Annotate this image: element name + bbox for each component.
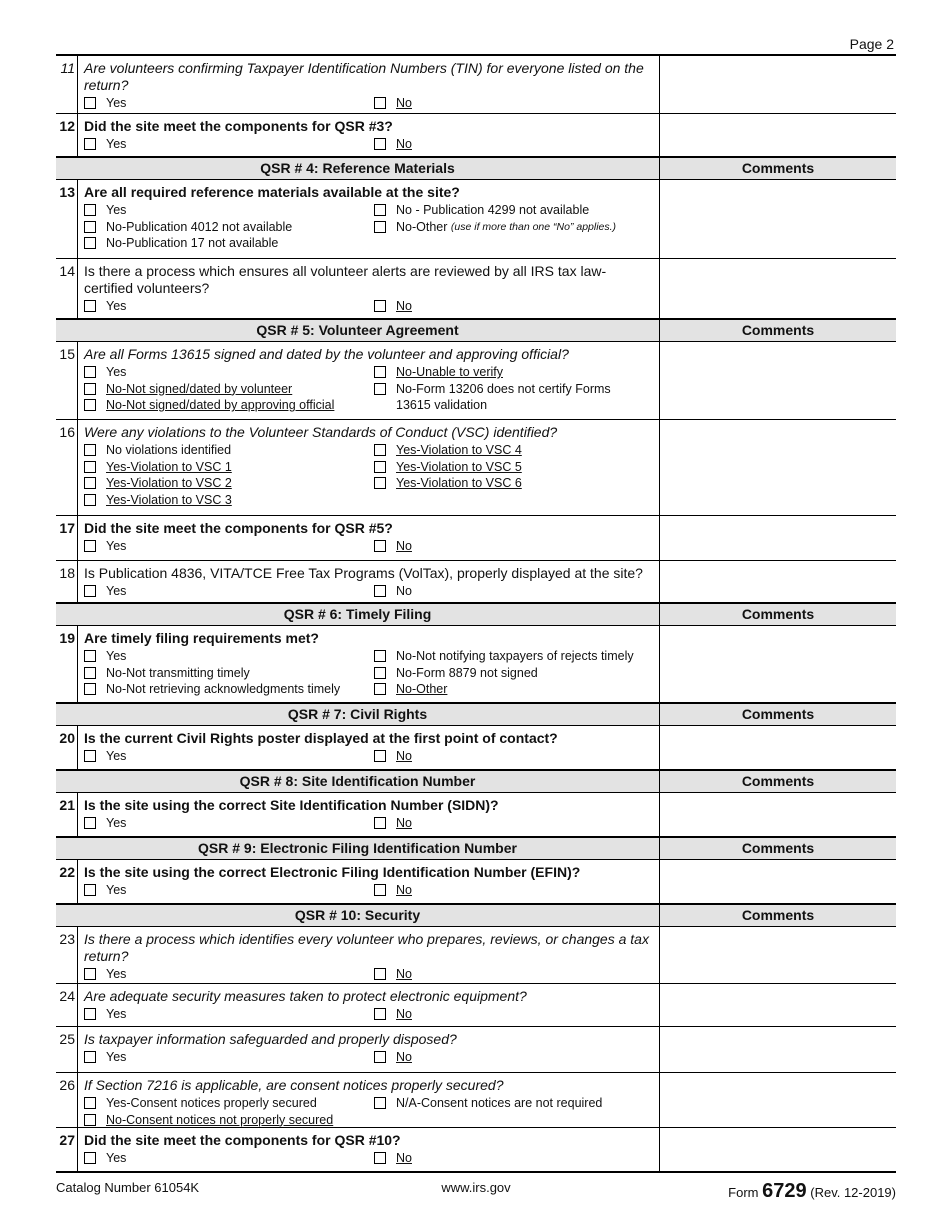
comments-cell[interactable]	[660, 1027, 896, 1072]
no-checkbox[interactable]	[374, 300, 386, 312]
option-label: Yes-Violation to VSC 2	[106, 476, 232, 491]
section-title: QSR # 9: Electronic Filing Identification Number	[56, 838, 660, 859]
option-note: (use if more than one “No” applies.)	[450, 220, 617, 233]
form-table	[56, 54, 896, 1173]
option-label: Yes	[106, 1151, 127, 1165]
question-number: 16	[56, 420, 78, 515]
comments-cell[interactable]	[660, 180, 896, 258]
option-label: No	[396, 1151, 412, 1165]
question-row-16	[56, 420, 896, 516]
question-row-19	[56, 626, 896, 704]
question-row-24	[56, 984, 896, 1027]
question-text: Is Publication 4836, VITA/TCE Free Tax Programs (VolTax), properly displayed at the site?	[84, 565, 643, 581]
option-label: Yes	[106, 1050, 127, 1064]
yes-checkbox[interactable]	[84, 585, 96, 597]
question-text: Are all Forms 13615 signed and dated by the volunteer and approving official?	[84, 346, 569, 362]
option-label: No-Not retrieving acknowledgments timely	[106, 682, 341, 697]
comments-cell[interactable]	[660, 1128, 896, 1171]
option-label: Yes	[106, 203, 127, 217]
section-header-qsr4	[56, 158, 896, 180]
question-number: 12	[56, 114, 78, 156]
comments-cell[interactable]	[660, 259, 896, 318]
option-label: No	[396, 539, 412, 553]
checkbox[interactable]	[84, 650, 96, 662]
checkbox[interactable]	[84, 1114, 96, 1126]
question-number: 13	[56, 180, 78, 258]
question-text: Is the site using the correct Electronic Filing Identification Number (EFIN)?	[84, 864, 581, 880]
comments-cell[interactable]	[660, 793, 896, 836]
option-label: Yes	[106, 96, 127, 110]
catalog-number: Catalog Number 61054K	[56, 1180, 200, 1195]
checkbox[interactable]	[84, 383, 96, 395]
comments-cell[interactable]	[660, 1073, 896, 1127]
checkbox[interactable]	[374, 477, 386, 489]
yes-checkbox[interactable]	[84, 817, 96, 829]
option-label: No-Not transmitting timely	[106, 665, 250, 680]
comments-header: Comments	[741, 706, 815, 722]
option-label: Yes	[106, 1007, 127, 1021]
question-text: Did the site meet the components for QSR #3?	[84, 118, 393, 134]
question-number: 22	[56, 860, 78, 903]
section-title: QSR # 6: Timely Filing	[56, 604, 660, 625]
option-label: No-Not notifying taxpayers of rejects timely	[396, 649, 634, 663]
question-number: 11	[56, 56, 78, 113]
section-title: QSR # 7: Civil Rights	[56, 704, 660, 725]
option-label: Yes-Consent notices properly secured	[106, 1096, 317, 1110]
no-checkbox[interactable]	[374, 97, 386, 109]
section-header-qsr8	[56, 771, 896, 793]
checkbox[interactable]	[374, 383, 386, 395]
question-number: 19	[56, 626, 78, 702]
section-header-qsr9	[56, 838, 896, 860]
question-text: Are all required reference materials available at the site?	[84, 184, 460, 200]
question-row-15	[56, 342, 896, 420]
question-number: 20	[56, 726, 78, 769]
yes-checkbox[interactable]	[84, 138, 96, 150]
comments-cell[interactable]	[660, 927, 896, 983]
question-text: Did the site meet the components for QSR #5?	[84, 520, 393, 536]
checkbox[interactable]	[84, 461, 96, 473]
question-text: Is the current Civil Rights poster displayed at the first point of contact?	[84, 730, 558, 746]
question-number: 24	[56, 984, 78, 1026]
checkbox[interactable]	[84, 237, 96, 249]
comments-cell[interactable]	[660, 342, 896, 419]
question-number: 27	[56, 1128, 78, 1171]
question-row-17	[56, 516, 896, 561]
comments-header: Comments	[741, 606, 815, 622]
no-checkbox[interactable]	[374, 884, 386, 896]
option-label: Yes	[106, 137, 127, 151]
form-number: 6729	[762, 1180, 807, 1202]
checkbox[interactable]	[84, 444, 96, 456]
question-number: 15	[56, 342, 78, 419]
question-number: 21	[56, 793, 78, 836]
checkbox[interactable]	[374, 204, 386, 216]
option-label: Yes	[106, 967, 127, 981]
checkbox[interactable]	[374, 221, 386, 233]
option-label: Yes-Violation to VSC 3	[106, 492, 232, 507]
comments-header: Comments	[741, 840, 815, 856]
section-header-qsr10	[56, 905, 896, 927]
option-label: No-Other	[396, 219, 448, 234]
question-row-21	[56, 793, 896, 838]
yes-checkbox[interactable]	[84, 1008, 96, 1020]
option-label: Yes	[106, 365, 127, 379]
checkbox[interactable]	[84, 667, 96, 679]
option-label: Yes	[106, 539, 127, 553]
question-row-25	[56, 1027, 896, 1073]
question-text: Are timely filing requirements met?	[84, 630, 319, 646]
yes-checkbox[interactable]	[84, 884, 96, 896]
option-label: Yes	[106, 649, 127, 663]
yes-checkbox[interactable]	[84, 750, 96, 762]
option-label: No	[396, 816, 412, 830]
option-label: No-Publication 4012 not available	[106, 219, 293, 234]
question-number: 25	[56, 1027, 78, 1072]
question-number: 26	[56, 1073, 78, 1127]
option-label: Yes-Violation to VSC 5	[396, 459, 522, 474]
section-header-qsr6	[56, 604, 896, 626]
question-number: 23	[56, 927, 78, 983]
option-label: Yes	[106, 816, 127, 830]
question-text: Are volunteers confirming Taxpayer Identification Numbers (TIN) for everyone listed on the return?	[84, 60, 644, 93]
yes-checkbox[interactable]	[84, 968, 96, 980]
comments-cell[interactable]	[660, 561, 896, 602]
checkbox[interactable]	[374, 683, 386, 695]
question-row-20	[56, 726, 896, 771]
option-label: No	[396, 1007, 412, 1021]
form-id	[728, 1180, 896, 1203]
question-text: Are adequate security measures taken to protect electronic equipment?	[84, 988, 527, 1004]
question-row-27	[56, 1128, 896, 1171]
question-row-18	[56, 561, 896, 604]
option-label: No violations identified	[106, 443, 232, 457]
section-header-qsr5	[56, 320, 896, 342]
option-label: No-Other	[396, 682, 448, 697]
question-row-13	[56, 180, 896, 259]
checkbox[interactable]	[84, 1097, 96, 1109]
option-label: No-Not signed/dated by volunteer	[106, 381, 293, 396]
question-row-22	[56, 860, 896, 905]
question-text: Is taxpayer information safeguarded and properly disposed?	[84, 1031, 457, 1047]
no-checkbox[interactable]	[374, 138, 386, 150]
yes-checkbox[interactable]	[84, 1152, 96, 1164]
website-link[interactable]: www.irs.gov	[441, 1180, 511, 1195]
option-label: No	[396, 96, 412, 110]
no-checkbox[interactable]	[374, 968, 386, 980]
question-text: Is there a process which ensures all volunteer alerts are reviewed by all IRS tax law-certified volunteers?	[84, 263, 607, 296]
question-row-11	[56, 56, 896, 114]
no-checkbox[interactable]	[374, 1152, 386, 1164]
comments-cell[interactable]	[660, 420, 896, 515]
option-label: Yes	[106, 883, 127, 897]
page-number: Page 2	[849, 36, 894, 52]
comments-header: Comments	[741, 322, 815, 338]
no-checkbox[interactable]	[374, 540, 386, 552]
option-label: No-Form 13206 does not certify Forms 13615 validation	[396, 381, 611, 413]
comments-cell[interactable]	[660, 56, 896, 113]
question-row-23	[56, 927, 896, 984]
checkbox[interactable]	[374, 444, 386, 456]
comments-cell[interactable]	[660, 726, 896, 769]
section-title: QSR # 5: Volunteer Agreement	[56, 320, 660, 341]
checkbox[interactable]	[84, 477, 96, 489]
comments-cell[interactable]	[660, 860, 896, 903]
option-label: No	[396, 299, 412, 313]
question-text: Is there a process which identifies every volunteer who prepares, reviews, or changes a tax return?	[84, 931, 649, 964]
question-number: 18	[56, 561, 78, 602]
option-label: No	[396, 883, 412, 897]
checkbox[interactable]	[84, 683, 96, 695]
section-title: QSR # 8: Site Identification Number	[56, 771, 660, 792]
comments-header: Comments	[741, 160, 815, 176]
checkbox[interactable]	[84, 221, 96, 233]
option-label: Yes-Violation to VSC 6	[396, 476, 522, 491]
option-label: No-Publication 17 not available	[106, 236, 279, 251]
option-label: Yes	[106, 584, 127, 598]
option-label: No	[396, 967, 412, 981]
option-label: No	[396, 1050, 412, 1064]
checkbox[interactable]	[374, 667, 386, 679]
question-row-14	[56, 259, 896, 320]
no-checkbox[interactable]	[374, 817, 386, 829]
comments-header: Comments	[741, 907, 815, 923]
section-header-qsr7	[56, 704, 896, 726]
no-checkbox[interactable]	[374, 585, 386, 597]
form-label: Form	[728, 1185, 759, 1200]
option-label: No-Consent notices not properly secured	[106, 1112, 334, 1127]
question-row-12	[56, 114, 896, 158]
checkbox[interactable]	[374, 366, 386, 378]
checkbox[interactable]	[84, 204, 96, 216]
yes-checkbox[interactable]	[84, 1051, 96, 1063]
option-label: No - Publication 4299 not available	[396, 203, 590, 217]
option-label: Yes	[106, 299, 127, 313]
option-label: N/A-Consent notices are not required	[396, 1096, 603, 1110]
question-number: 17	[56, 516, 78, 560]
comments-header: Comments	[741, 773, 815, 789]
checkbox[interactable]	[374, 650, 386, 662]
option-label: No	[396, 137, 412, 151]
comments-cell[interactable]	[660, 626, 896, 702]
comments-cell[interactable]	[660, 114, 896, 156]
checkbox[interactable]	[84, 399, 96, 411]
option-label: No	[396, 584, 412, 598]
comments-cell[interactable]	[660, 984, 896, 1026]
no-checkbox[interactable]	[374, 1008, 386, 1020]
checkbox[interactable]	[374, 1097, 386, 1109]
section-title: QSR # 10: Security	[56, 905, 660, 926]
question-text: If Section 7216 is applicable, are consent notices properly secured?	[84, 1077, 504, 1093]
option-label: No	[396, 749, 412, 763]
yes-checkbox[interactable]	[84, 540, 96, 552]
section-title: QSR # 4: Reference Materials	[56, 158, 660, 179]
yes-checkbox[interactable]	[84, 97, 96, 109]
form-revision: (Rev. 12-2019)	[810, 1185, 896, 1200]
option-label: No-Form 8879 not signed	[396, 665, 538, 680]
option-label: No-Unable to verify	[396, 365, 503, 379]
question-number: 14	[56, 259, 78, 318]
option-label: Yes-Violation to VSC 4	[396, 443, 522, 457]
checkbox[interactable]	[374, 461, 386, 473]
no-checkbox[interactable]	[374, 1051, 386, 1063]
question-row-26	[56, 1073, 896, 1128]
checkbox[interactable]	[84, 366, 96, 378]
checkbox[interactable]	[84, 494, 96, 506]
question-text: Did the site meet the components for QSR #10?	[84, 1132, 401, 1148]
option-label: Yes-Violation to VSC 1	[106, 459, 232, 474]
option-label: Yes	[106, 749, 127, 763]
no-checkbox[interactable]	[374, 750, 386, 762]
option-label: No-Not signed/dated by approving official	[106, 398, 335, 413]
question-text: Were any violations to the Volunteer Standards of Conduct (VSC) identified?	[84, 424, 558, 440]
comments-cell[interactable]	[660, 516, 896, 560]
question-text: Is the site using the correct Site Identification Number (SIDN)?	[84, 797, 499, 813]
yes-checkbox[interactable]	[84, 300, 96, 312]
